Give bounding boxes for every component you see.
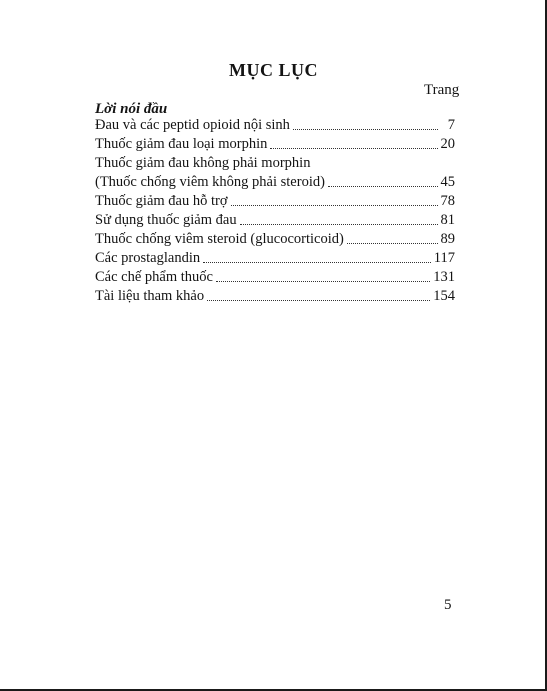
toc-entry-page: 131 [433, 269, 455, 285]
preface-heading: Lời nói đầu [95, 101, 168, 117]
page-number: 5 [444, 597, 452, 613]
dot-leader [293, 116, 438, 130]
toc-entry[interactable] [95, 249, 455, 268]
toc-entry-page: 89 [440, 231, 455, 247]
dot-leader [270, 135, 437, 149]
toc-entry-title-line[interactable]: Thuốc giảm đau không phải morphin [95, 155, 311, 171]
toc-entry[interactable] [95, 230, 455, 249]
dot-leader [328, 173, 438, 187]
toc-entry-page: 154 [433, 288, 455, 304]
dot-leader [231, 192, 438, 206]
toc-entry-title: Các prostaglandin [95, 250, 201, 266]
toc-entry-title: (Thuốc chống viêm không phải steroid) [95, 174, 325, 190]
toc-entry-page: 7 [447, 117, 455, 133]
toc-entry-page: 20 [440, 136, 455, 152]
toc-entry[interactable] [95, 135, 455, 154]
toc-entry-page: 78 [440, 193, 455, 209]
dot-leader [347, 230, 438, 244]
dot-leader [240, 211, 438, 225]
toc-entry-title: Thuốc giảm đau loại morphin [95, 136, 268, 152]
toc-entry-page: 117 [433, 250, 455, 266]
toc-entry[interactable] [95, 287, 455, 306]
toc-entry-title: Các chế phẩm thuốc [95, 269, 213, 285]
toc-entry-title: Tài liệu tham khảo [95, 288, 205, 304]
toc-entry[interactable] [95, 268, 455, 287]
dot-leader [207, 287, 430, 301]
toc-entry-page: 45 [440, 174, 455, 190]
toc-entry[interactable] [95, 116, 455, 135]
page-column-label: Trang [424, 82, 460, 98]
toc-entry-title: Thuốc chống viêm steroid (glucocorticoid) [95, 231, 344, 247]
toc-entry-title: Thuốc giảm đau hỗ trợ [95, 193, 228, 209]
table-of-contents [95, 116, 455, 306]
toc-entry-page: 81 [440, 212, 455, 228]
toc-entry[interactable] [95, 211, 455, 230]
toc-entry[interactable] [95, 173, 455, 192]
toc-entry[interactable] [95, 192, 455, 211]
toc-entry-title: Sử dụng thuốc giảm đau [95, 212, 237, 228]
page-title: MỤC LỤC [229, 60, 318, 80]
dot-leader [216, 268, 430, 282]
dot-leader [203, 249, 431, 263]
toc-entry-title: Đau và các peptid opioid nội sinh [95, 117, 290, 133]
